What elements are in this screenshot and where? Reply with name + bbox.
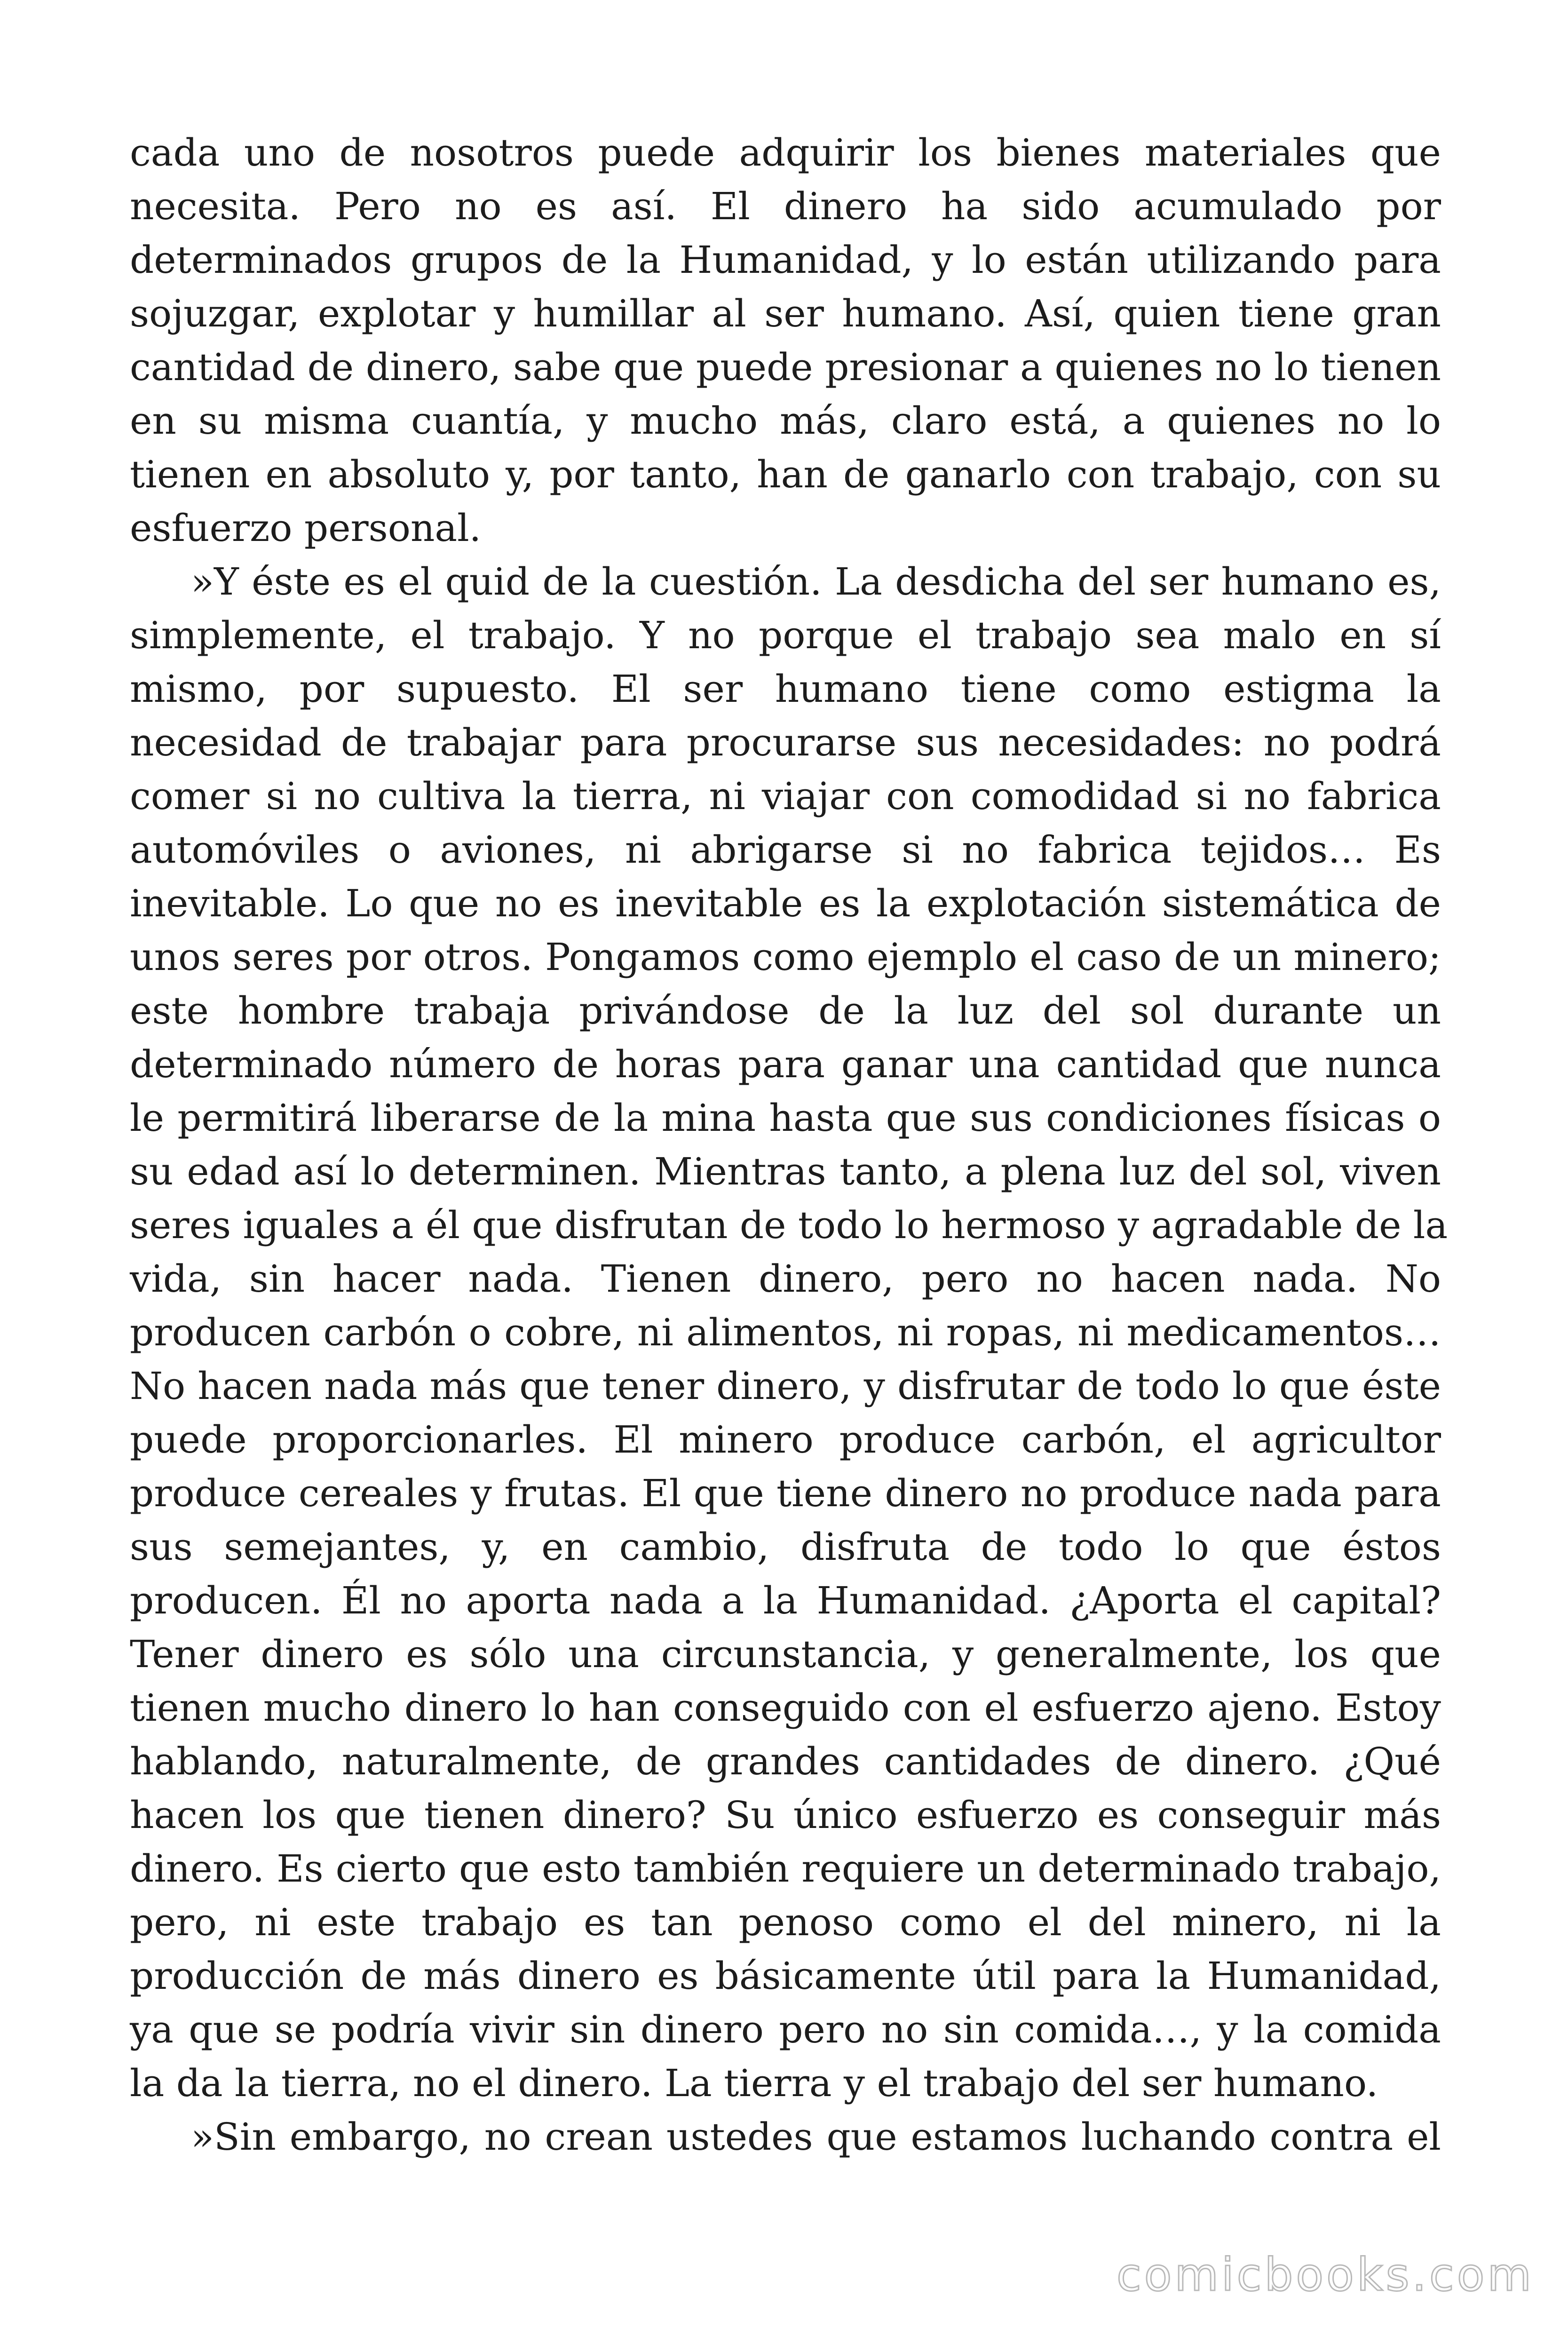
text-line: la da la tierra, no el dinero. La tierra y el trabajo del ser humano. — [130, 2061, 1378, 2105]
text-line: hablando, naturalmente, de grandes cantidades de dinero. ¿Qué — [130, 1740, 1441, 1783]
text-line: puede proporcionarles. El minero produce carbón, el agricultor — [130, 1418, 1441, 1462]
text-line: necesidad de trabajar para procurarse sus necesidades: no podrá — [130, 721, 1441, 764]
text-line: producción de más dinero es básicamente útil para la Humanidad, — [130, 1954, 1441, 1998]
text-line: pero, ni este trabajo es tan penoso como el del minero, ni la — [130, 1900, 1441, 1944]
text-line: mismo, por supuesto. El ser humano tiene como estigma la — [130, 667, 1441, 711]
text-line: sus semejantes, y, en cambio, disfruta de todo lo que éstos — [130, 1525, 1441, 1569]
page-body-text — [130, 126, 1448, 2164]
text-line: unos seres por otros. Pongamos como ejemplo el caso de un minero; — [130, 935, 1441, 979]
text-line: »Sin embargo, no crean ustedes que estamos luchando contra el — [191, 2115, 1441, 2159]
text-line: sojuzgar, explotar y humillar al ser humano. Así, quien tiene gran — [130, 292, 1441, 335]
text-line: ya que se podría vivir sin dinero pero no sin comida…, y la comida — [130, 2008, 1441, 2051]
text-line: este hombre trabaja privándose de la luz del sol durante un — [130, 989, 1441, 1033]
text-line: esfuerzo personal. — [130, 506, 482, 550]
text-line: producen carbón o cobre, ni alimentos, ni ropas, ni medicamentos… — [130, 1311, 1441, 1354]
text-line: cada uno de nosotros puede adquirir los bienes materiales que — [130, 131, 1441, 175]
text-line: le permitirá liberarse de la mina hasta que sus condiciones físicas o — [130, 1096, 1441, 1140]
text-line: dinero. Es cierto que esto también requiere un determinado trabajo, — [130, 1847, 1441, 1891]
text-line: vida, sin hacer nada. Tienen dinero, pero no hacen nada. No — [130, 1257, 1441, 1301]
text-line: simplemente, el trabajo. Y no porque el trabajo sea malo en sí — [130, 613, 1441, 657]
text-line: determinados grupos de la Humanidad, y lo están utilizando para — [130, 238, 1441, 282]
text-line: inevitable. Lo que no es inevitable es la explotación sistemática de — [130, 882, 1441, 925]
watermark: comicbooks.com — [1116, 2249, 1534, 2301]
text-line: tienen mucho dinero lo han conseguido con el esfuerzo ajeno. Estoy — [130, 1686, 1441, 1730]
text-line: su edad así lo determinen. Mientras tanto, a plena luz del sol, viven — [130, 1150, 1441, 1193]
text-line: comer si no cultiva la tierra, ni viajar con comodidad si no fabrica — [130, 774, 1441, 818]
text-line: determinado número de horas para ganar una cantidad que nunca — [130, 1042, 1441, 1086]
text-line: No hacen nada más que tener dinero, y disfrutar de todo lo que éste — [130, 1364, 1441, 1408]
text-line: »Y éste es el quid de la cuestión. La desdicha del ser humano es, — [191, 560, 1441, 604]
text-line: producen. Él no aporta nada a la Humanidad. ¿Aporta el capital? — [130, 1579, 1441, 1622]
text-line: seres iguales a él que disfrutan de todo lo hermoso y agradable de la — [130, 1203, 1448, 1247]
text-line: produce cereales y frutas. El que tiene dinero no produce nada para — [130, 1471, 1441, 1515]
text-line: necesita. Pero no es así. El dinero ha sido acumulado por — [130, 184, 1441, 228]
text-line: hacen los que tienen dinero? Su único esfuerzo es conseguir más — [130, 1793, 1441, 1837]
text-line: en su misma cuantía, y mucho más, claro está, a quienes no lo — [130, 399, 1441, 443]
text-line: tienen en absoluto y, por tanto, han de ganarlo con trabajo, con su — [130, 453, 1441, 496]
text-line: cantidad de dinero, sabe que puede presionar a quienes no lo tienen — [130, 345, 1441, 389]
text-line: automóviles o aviones, ni abrigarse si no fabrica tejidos… Es — [130, 828, 1441, 872]
text-line: Tener dinero es sólo una circunstancia, y generalmente, los que — [130, 1632, 1441, 1676]
